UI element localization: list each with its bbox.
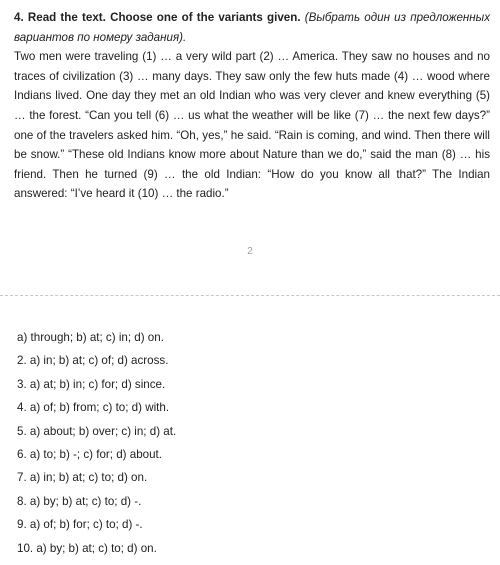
variant-item-2: 2. a) in; b) at; c) of; d) across. <box>17 354 169 368</box>
variant-item-1: a) through; b) at; c) in; d) on. <box>17 331 164 344</box>
variant-item-7: 7. a) in; b) at; c) to; d) on. <box>17 471 148 485</box>
task-instruction: 4. Read the text. Choose one of the variants given. <box>14 11 301 24</box>
variant-item-4: 4. a) of; b) from; c) to; d) with. <box>17 401 170 415</box>
page-number: 2 <box>247 246 253 257</box>
variant-item-9: 9. a) of; b) for; c) to; d) -. <box>17 518 143 532</box>
variant-item-6: 6. a) to; b) -; c) for; d) about. <box>17 447 162 461</box>
page-break-divider <box>0 295 500 296</box>
task-heading <box>14 8 490 47</box>
variant-item-8: 8. a) by; b) at; c) to; d) -. <box>17 494 142 508</box>
task-instruction-translation: (Выбрать один из предложенных вариантов по номеру задания). <box>14 11 491 44</box>
task-text: Two men were traveling (1) … a very wild part (2) … America. They saw no houses and no traces of civilization (3) … many days. They saw only the few huts made (4) … wood where Indians lived. One day they met an old Indian who was very clever and knew everything (5) … the forest. “Can you tell (6) … us what the weather will be like (7) … the next few days?” one of the travelers asked him. “Oh, yes,” he said. “Rain is coming, and wind. Then there will be snow.” “These old Indians know more about Nature than we do,” said the man (8) … his friend. Then he turned (9) … the old Indian: “How do you know all that?” The Indian answered: “I’ve heard it (10) … the radio.” <box>14 50 490 201</box>
variant-item-3: 3. a) at; b) in; c) for; d) since. <box>17 377 166 391</box>
task-4 <box>14 8 490 204</box>
variants-list <box>17 326 176 560</box>
variant-item-10: 10. a) by; b) at; c) to; d) on. <box>17 541 157 555</box>
variant-item-5: 5. a) about; b) over; c) in; d) at. <box>17 424 177 438</box>
